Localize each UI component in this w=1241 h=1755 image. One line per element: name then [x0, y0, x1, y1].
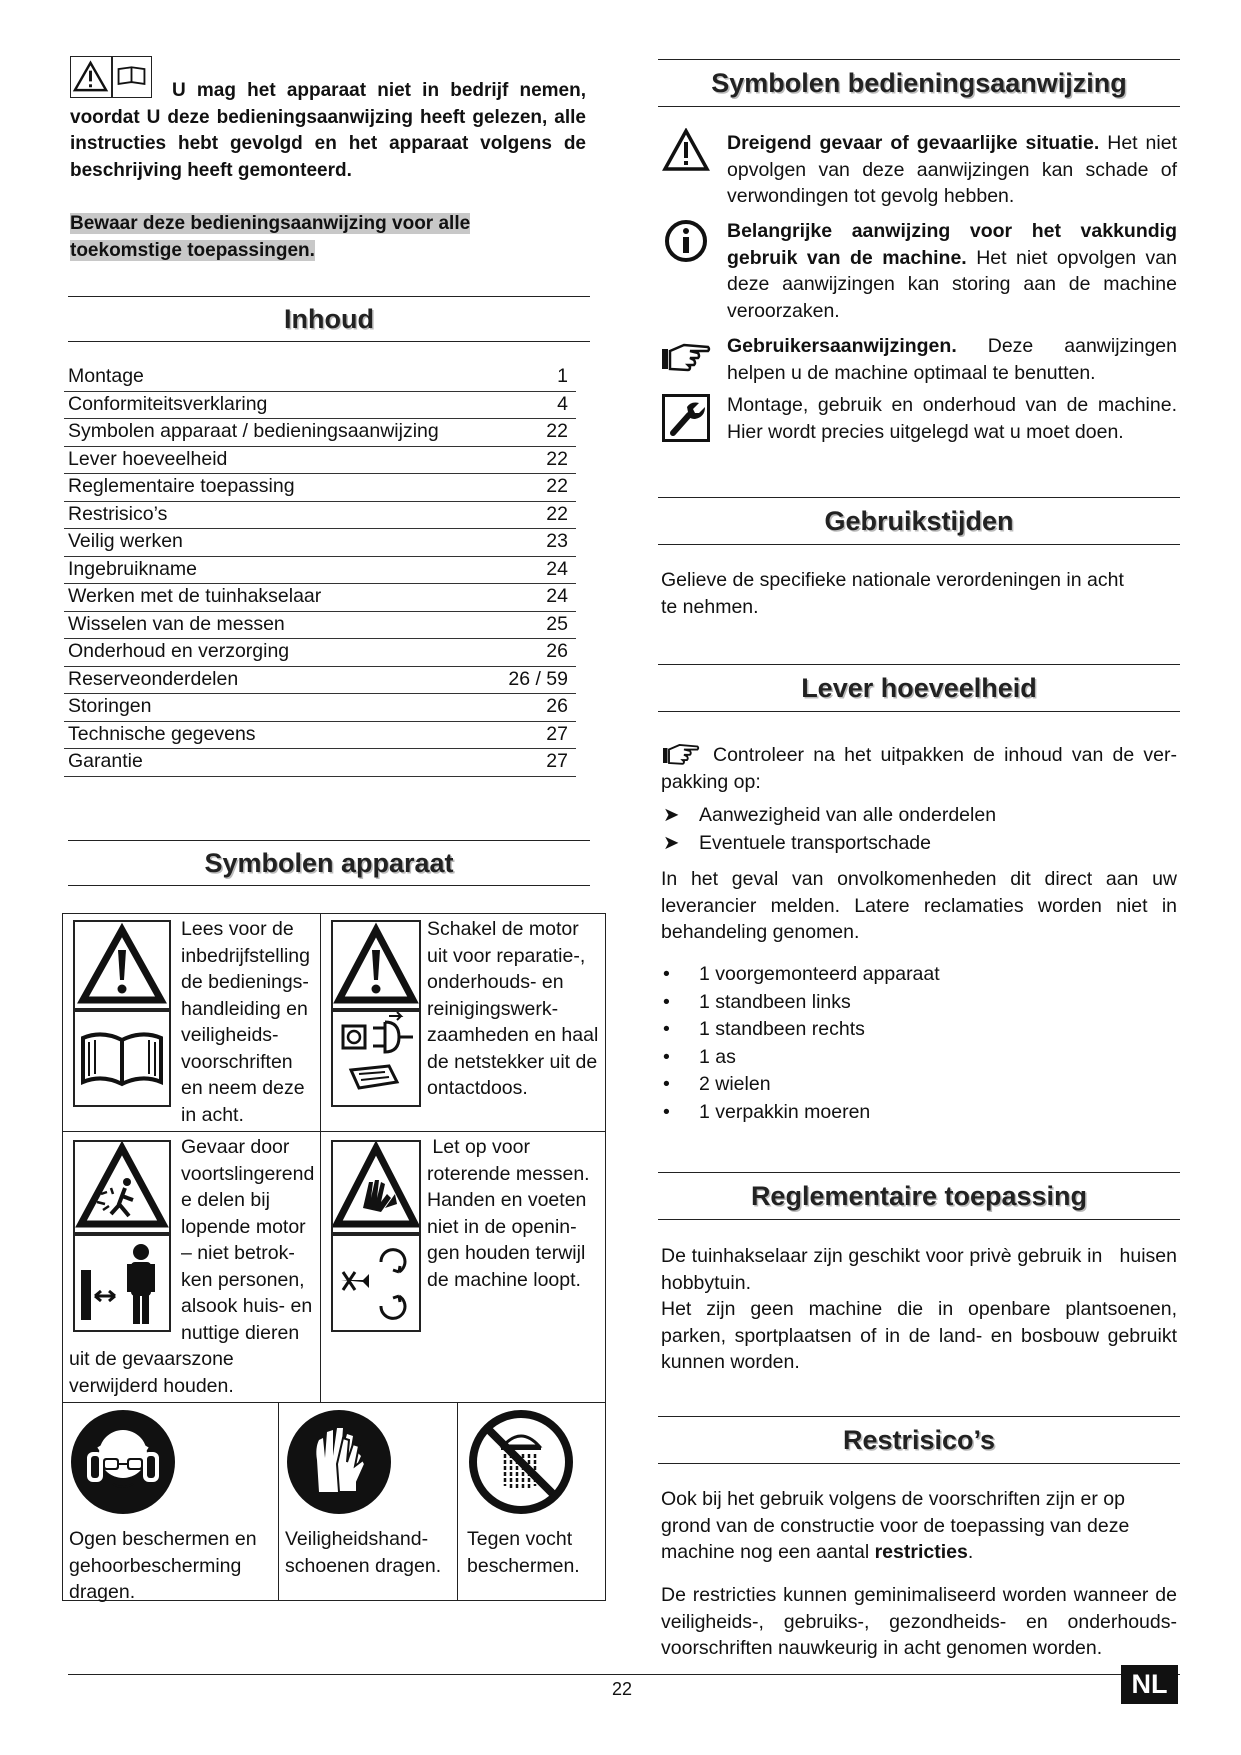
page-number: 22: [611, 1679, 633, 1699]
arrow-bullet-icon: ➤: [663, 831, 680, 854]
delivery-title: Lever hoeveelheid: [658, 664, 1180, 712]
toc-row: [64, 639, 576, 667]
list-item: [661, 1071, 1177, 1099]
flying-parts-text: Gevaar door voortslingerend e delen bij lopende motor – niet betrok-ken personen, alsook huis- en nuttige dieren: [181, 1136, 315, 1344]
toc-label: Ingebruikname: [68, 557, 197, 580]
unplug-box: [331, 1010, 421, 1107]
gloves-icon: [285, 1408, 393, 1516]
language-badge: NL: [1121, 1665, 1178, 1704]
toc-row: [64, 447, 576, 475]
read-manual-text: Lees voor de inbedrijfstelling de bedienings-handleiding en veiligheids-voorschriften en neem deze in acht.: [181, 918, 310, 1126]
switch-off-text: Schakel de motor uit voor reparatie-, onderhouds- en reinigingswerk-zaamheden en haal de netstekker uit de ontactdoos.: [427, 918, 599, 1099]
toc-row: [64, 557, 576, 585]
hand-blade-warning-icon: [333, 1142, 419, 1232]
residual-risks-p1-text: Ook bij het gebruik volgens de voorschriften zijn er op grond van de constructie voor de toepassing van deze machine nog een aantal: [661, 1488, 1130, 1563]
residual-risks-p1-bold: restricties: [874, 1541, 968, 1563]
toc-label: Storingen: [68, 695, 152, 717]
danger-description: [727, 130, 1177, 210]
toc-row: [64, 364, 576, 392]
dot-bullet-icon: •: [663, 990, 670, 1013]
delivery-item-label: 1 as: [699, 1045, 736, 1068]
footer-rule: [68, 1674, 1180, 1675]
toc-label: Lever hoeveelheid: [68, 447, 228, 470]
info-label: Belangrijke aanwijzing voor het vakkundig gebruik van de machine.: [727, 220, 1177, 269]
gloves-text: Veiligheidshand-schoenen dragen.: [285, 1528, 442, 1577]
usage-times-text: Gelieve de specifieke nationale verordeningen in acht te nehmen.: [661, 569, 1124, 618]
toc-page: 22: [546, 475, 568, 497]
toc-label: Veilig werken: [68, 530, 183, 552]
delivery-item-label: 1 verpakkin moeren: [699, 1100, 871, 1123]
toc-page: 22: [546, 420, 568, 442]
open-book-icon: [75, 1012, 169, 1105]
symbols-manual-title: Symbolen bedieningsaanwijzing: [658, 59, 1180, 107]
intro-warning-text: U mag het apparaat niet in bedrijf nemen, voordat U deze bedieningsaanwijzing heeft gelezen, alle instructies hebt gevolgd en het apparaat volgens de beschrijving heeft gemonteerd.: [70, 80, 586, 181]
toc-label: Wisselen van de messen: [68, 612, 285, 635]
toc-row: [64, 584, 576, 612]
moisture-text: Tegen vocht beschermen.: [467, 1528, 580, 1577]
list-item: [661, 802, 1177, 830]
toc-row: [64, 694, 576, 722]
residual-risks-title: Restrisico’s: [658, 1416, 1180, 1464]
toc-page: 4: [557, 392, 568, 415]
info-description: [727, 218, 1177, 324]
read-manual-box: [73, 1010, 171, 1107]
dot-bullet-icon: •: [663, 963, 670, 985]
list-item: [661, 1099, 1177, 1127]
table-of-contents: [64, 364, 576, 777]
flying-parts-text-continued: uit de gevaarszone verwijderd houden.: [69, 1348, 234, 1397]
rotating-blades-icon: [333, 1236, 419, 1330]
intended-use-title: Reglementaire toepassing: [658, 1172, 1180, 1220]
danger-text: Het niet opvolgen van deze aanwijzingen kan schade of verwondingen tot gevolg hebben.: [727, 132, 1178, 207]
toc-label: Montage: [68, 365, 144, 387]
usage-times-title: Gebruikstijden: [658, 497, 1180, 545]
check-item-label: Aanwezigheid van alle onderdelen: [699, 804, 997, 826]
toc-label: Symbolen apparaat / bedieningsaanwijzing: [68, 420, 439, 442]
toc-row: [64, 474, 576, 502]
residual-risks-p1-end: .: [967, 1541, 974, 1563]
intended-use-p1: De tuinhakselaar zijn geschikt voor privè gebruik in huisen hobbytuin.: [661, 1245, 1183, 1294]
toc-label: Reserveonderdelen: [68, 667, 239, 690]
delivery-item-label: 1 standbeen links: [699, 990, 851, 1013]
toc-row: [64, 392, 576, 420]
flying-debris-icon: [75, 1142, 169, 1232]
unplug-icon: [333, 1012, 419, 1105]
toc-row: [64, 612, 576, 640]
toc-label: Onderhoud en verzorging: [68, 640, 290, 662]
toc-page: 1: [557, 365, 568, 387]
info-icon: [664, 219, 708, 263]
no-rain-icon: [467, 1408, 575, 1516]
user-tips-description: [727, 333, 1177, 386]
intended-use-p2: Het zijn geen machine die in openbare plantsoenen, parken, sportplaatsen of in de land- en bosbouw gebruikt kunnen worden.: [661, 1298, 1177, 1373]
toc-page: 24: [546, 557, 568, 580]
list-item: [661, 830, 1177, 858]
blades-keep-clear-box: [331, 1234, 421, 1332]
danger-warning-icon: [662, 128, 710, 172]
toc-label: Technische gegevens: [68, 722, 256, 745]
toc-page: 25: [546, 612, 568, 635]
dot-bullet-icon: •: [663, 1100, 670, 1123]
check-item-label: Eventuele transportschade: [699, 831, 931, 854]
toc-row: [64, 502, 576, 530]
toc-page: 27: [546, 722, 568, 745]
dot-bullet-icon: •: [663, 1073, 670, 1095]
delivery-checks: [661, 802, 1177, 857]
symbols-device-table: [62, 913, 606, 1601]
dot-bullet-icon: •: [663, 1045, 670, 1068]
toc-label: Garantie: [68, 750, 143, 772]
toc-label: Werken met de tuinhakselaar: [68, 585, 322, 607]
pointing-hand-icon: [660, 341, 712, 373]
warning-triangle-icon: [333, 922, 419, 1008]
toc-row: [64, 722, 576, 750]
user-tips-text: Deze aanwijzingen helpen u de machine optimaal te benutten.: [727, 335, 1177, 384]
toc-row: [64, 419, 576, 447]
delivery-item-label: 2 wielen: [699, 1073, 771, 1095]
residual-risks-p1: [661, 1486, 1177, 1566]
toc-page: 26 / 59: [508, 667, 568, 690]
warning-sign-box: [331, 920, 421, 1010]
user-tips-label: Gebruikersaanwijzingen.: [727, 335, 957, 357]
delivery-note: In het geval van onvolkomenheden dit direct aan uw leverancier melden. Latere reclamaties worden niet in behandeling genomen.: [661, 868, 1177, 943]
toc-row: [64, 667, 576, 695]
toc-label: Conformiteitsverklaring: [68, 392, 268, 415]
arrow-bullet-icon: ➤: [663, 804, 680, 826]
safe-distance-person-icon: [75, 1236, 169, 1330]
toc-row: [64, 749, 576, 777]
flying-parts-box: [73, 1140, 171, 1234]
delivery-item-label: 1 voorgemonteerd apparaat: [699, 963, 940, 985]
rotating-blades-box: [331, 1140, 421, 1234]
toc-page: 26: [546, 640, 568, 662]
rotating-blades-text: Let op voor roterende messen. Handen en voeten niet in de openin-gen houden terwijl de machine loopt.: [427, 1136, 596, 1291]
toc-page: 26: [546, 695, 568, 717]
list-item: [661, 1016, 1177, 1044]
dot-bullet-icon: •: [663, 1018, 670, 1040]
delivery-items: [661, 961, 1177, 1126]
toc-page: 27: [546, 750, 568, 772]
eye-ear-protection-icon: [69, 1408, 177, 1516]
list-item: [661, 1044, 1177, 1072]
wrench-icon: [665, 397, 707, 439]
toc-label: Reglementaire toepassing: [68, 475, 295, 497]
warning-triangle-icon: [75, 922, 169, 1008]
warning-sign-box: [73, 920, 171, 1010]
list-item: [661, 989, 1177, 1017]
residual-risks-p2: De restricties kunnen geminimaliseerd worden wanneer de veiligheids-, gebruiks-, gezondheids- en onderhouds-voorschriften nauwkeurig in acht genomen worden.: [661, 1584, 1177, 1659]
delivery-intro: Controleer na het uitpakken de inhoud van de ver-pakking op:: [661, 744, 1177, 793]
toc-page: 23: [546, 530, 568, 552]
toc-page: 22: [546, 447, 568, 470]
toc-page: 24: [546, 585, 568, 607]
wrench-description: Montage, gebruik en onderhoud van de machine. Hier wordt precies uitgelegd wat u moet doen.: [727, 394, 1177, 443]
safe-distance-box: [73, 1234, 171, 1332]
keep-manual-notice: [70, 211, 586, 264]
eyes-ears-text: Ogen beschermen en gehoorbescherming dragen.: [69, 1528, 257, 1603]
info-text: Het niet opvolgen van deze aanwijzingen kan storing aan de machine veroorzaken.: [727, 246, 1177, 322]
toc-row: [64, 529, 576, 557]
toc-title: Inhoud: [68, 296, 590, 342]
delivery-item-label: 1 standbeen rechts: [699, 1018, 865, 1040]
wrench-icon-box: [662, 394, 710, 442]
symbols-device-title: Symbolen apparaat: [68, 840, 590, 886]
toc-label: Restrisico’s: [68, 502, 168, 525]
keep-manual-text: Bewaar deze bedieningsaanwijzing voor alle toekomstige toepassingen.: [70, 213, 471, 261]
toc-page: 22: [546, 502, 568, 525]
danger-label: Dreigend gevaar of gevaarlijke situatie.: [727, 132, 1100, 154]
list-item: [661, 961, 1177, 989]
